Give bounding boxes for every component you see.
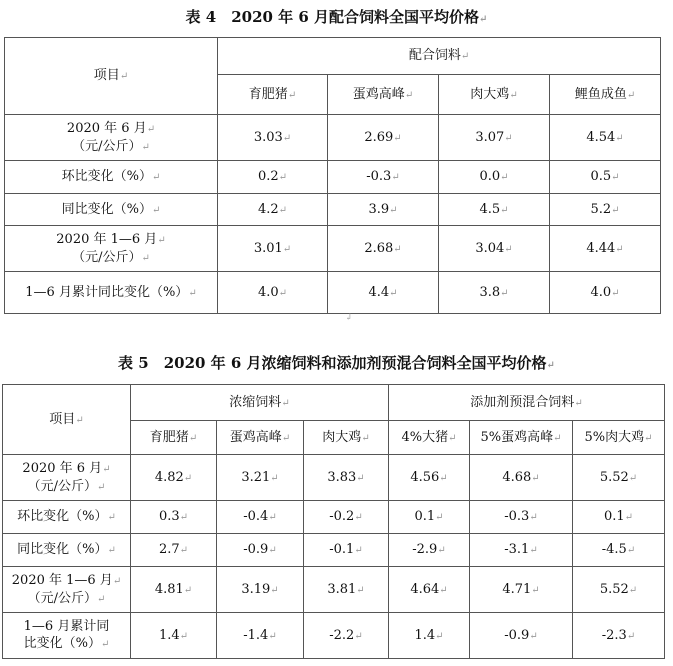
cell-value: 3.8↵ (439, 272, 550, 314)
table-row (3, 567, 665, 613)
table-row (5, 115, 661, 161)
cell-value: 3.04↵ (439, 226, 550, 272)
cell-value: 2.7↵ (131, 534, 217, 567)
cell-value: 4.68↵ (470, 455, 573, 501)
table5-col-header: 蛋鸡高峰↵ (217, 421, 304, 455)
cell-value: 4.56↵ (389, 455, 470, 501)
row-label: 1—6 月累计同 比变化（%）↵ (3, 613, 131, 659)
cell-value: 4.54↵ (550, 115, 661, 161)
paragraph-mark-icon: ↵ (546, 360, 555, 371)
table4-group-header: 配合饲料↵ (218, 38, 661, 75)
table5-item-header: 项目↵ (3, 385, 131, 455)
cell-value: 1.4↵ (389, 613, 470, 659)
cell-value: 0.2↵ (218, 161, 328, 194)
table4 (4, 37, 661, 314)
table5-col-header: 育肥猪↵ (131, 421, 217, 455)
row-label: 环比变化（%）↵ (5, 161, 218, 194)
table4-col-header: 蛋鸡高峰↵ (328, 75, 439, 115)
cell-value: 2.68↵ (328, 226, 439, 272)
cell-value: -2.2↵ (304, 613, 389, 659)
table5-group-header-premix: 添加剂预混合饲料↵ (389, 385, 665, 421)
table5-col-header: 4%大猪↵ (389, 421, 470, 455)
cell-value: 0.3↵ (131, 501, 217, 534)
cell-value: 3.19↵ (217, 567, 304, 613)
cell-value: 5.52↵ (573, 455, 665, 501)
cell-value: -1.4↵ (217, 613, 304, 659)
cell-value: 4.4↵ (328, 272, 439, 314)
table4-title: 表 4 2020 年 6 月配合饲料全国平均价格↵ (185, 8, 488, 26)
table5 (2, 384, 665, 659)
row-label: 2020 年 6 月↵ （元/公斤）↵ (3, 455, 131, 501)
cell-value: 0.5↵ (550, 161, 661, 194)
cell-value: 2.69↵ (328, 115, 439, 161)
cell-value: 3.83↵ (304, 455, 389, 501)
table-row (3, 455, 665, 501)
table-row (5, 226, 661, 272)
cell-value: 4.82↵ (131, 455, 217, 501)
cell-value: -2.3↵ (573, 613, 665, 659)
cell-value: 1.4↵ (131, 613, 217, 659)
row-label: 同比变化（%）↵ (3, 534, 131, 567)
cell-value: 3.9↵ (328, 194, 439, 226)
table-row (5, 161, 661, 194)
cell-value: -2.9↵ (389, 534, 470, 567)
cell-value: 3.81↵ (304, 567, 389, 613)
row-label: 2020 年 6 月↵ （元/公斤）↵ (5, 115, 218, 161)
row-label: 同比变化（%）↵ (5, 194, 218, 226)
cell-value: 3.21↵ (217, 455, 304, 501)
table5-col-header: 肉大鸡↵ (304, 421, 389, 455)
table5-col-header: 5%蛋鸡高峰↵ (470, 421, 573, 455)
cell-value: 4.2↵ (218, 194, 328, 226)
cell-value: 5.2↵ (550, 194, 661, 226)
table5-title: 表 5 2020 年 6 月浓缩饲料和添加剂预混合饲料全国平均价格↵ (118, 354, 555, 372)
table-row (5, 272, 661, 314)
cell-value: 3.07↵ (439, 115, 550, 161)
cell-value: 4.81↵ (131, 567, 217, 613)
cell-value: -0.1↵ (304, 534, 389, 567)
cell-value: 5.52↵ (573, 567, 665, 613)
table-row (3, 534, 665, 567)
cell-value: 3.03↵ (218, 115, 328, 161)
cell-value: -3.1↵ (470, 534, 573, 567)
cell-value: -0.3↵ (470, 501, 573, 534)
cell-value: -0.9↵ (217, 534, 304, 567)
table-row (3, 501, 665, 534)
cell-value: 4.5↵ (439, 194, 550, 226)
table4-item-header: 项目↵ (5, 38, 218, 115)
cell-value: 3.01↵ (218, 226, 328, 272)
cell-value: 4.71↵ (470, 567, 573, 613)
paragraph-mark-icon: ↲ (345, 313, 353, 323)
cell-value: 4.0↵ (550, 272, 661, 314)
row-label: 2020 年 1—6 月↵ （元/公斤）↵ (3, 567, 131, 613)
cell-value: -0.2↵ (304, 501, 389, 534)
table4-col-header: 肉大鸡↵ (439, 75, 550, 115)
table-row (3, 613, 665, 659)
paragraph-mark-icon: ↵ (479, 14, 488, 25)
table4-col-header: 育肥猪↵ (218, 75, 328, 115)
row-label: 环比变化（%）↵ (3, 501, 131, 534)
cell-value: -0.9↵ (470, 613, 573, 659)
cell-value: -0.4↵ (217, 501, 304, 534)
table5-group-header-concentrate: 浓缩饲料↵ (131, 385, 389, 421)
row-label: 1—6 月累计同比变化（%）↵ (5, 272, 218, 314)
row-label: 2020 年 1—6 月↵ （元/公斤）↵ (5, 226, 218, 272)
cell-value: 4.64↵ (389, 567, 470, 613)
table-row (5, 194, 661, 226)
table5-col-header: 5%肉大鸡↵ (573, 421, 665, 455)
cell-value: 4.0↵ (218, 272, 328, 314)
cell-value: -0.3↵ (328, 161, 439, 194)
cell-value: 0.0↵ (439, 161, 550, 194)
cell-value: 4.44↵ (550, 226, 661, 272)
cell-value: 0.1↵ (573, 501, 665, 534)
cell-value: 0.1↵ (389, 501, 470, 534)
cell-value: -4.5↵ (573, 534, 665, 567)
table4-col-header: 鲤鱼成鱼↵ (550, 75, 661, 115)
